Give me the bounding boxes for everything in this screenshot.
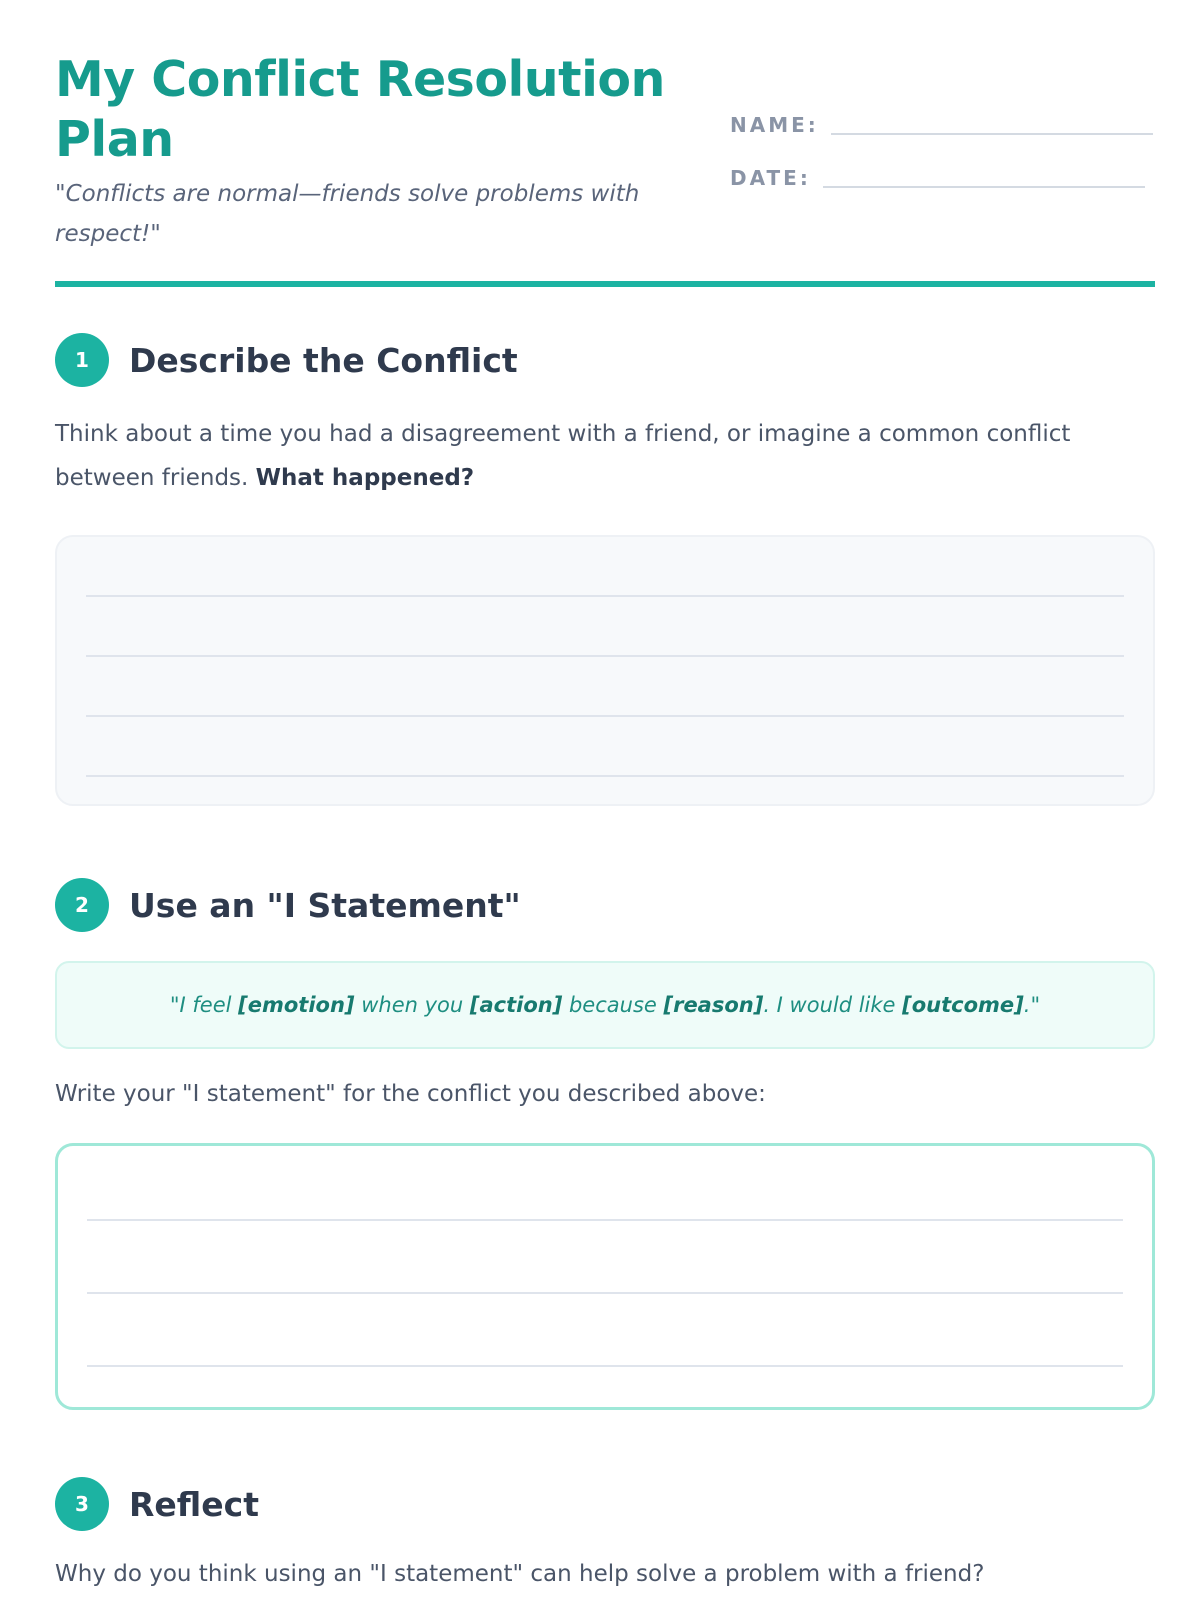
conflict-answer-box[interactable] [55, 535, 1155, 806]
formula-blank-emotion: [emotion] [238, 993, 355, 1017]
date-label: DATE: [730, 166, 811, 190]
worksheet-page [55, 0, 1155, 1587]
page-subtitle: "Conflicts are normal—friends solve problems with respect!" [55, 181, 640, 247]
writing-line [87, 1219, 1123, 1221]
formula-blank-reason: [reason] [663, 993, 764, 1017]
section-2-heading [55, 878, 521, 932]
header-divider [55, 281, 1155, 287]
writing-line [86, 775, 1124, 777]
section-title: Reflect [129, 1484, 259, 1524]
section-title: Use an "I Statement" [129, 885, 521, 925]
section-1-prompt [55, 412, 1155, 500]
writing-line [86, 715, 1124, 717]
formula-part: because [562, 993, 664, 1017]
prompt-question: What happened? [255, 465, 475, 491]
writing-line [87, 1292, 1123, 1294]
step-number-badge: 1 [55, 333, 109, 387]
section-2-prompt: Write your "I statement" for the conflict you described above: [55, 1081, 766, 1107]
formula-text [170, 993, 1040, 1017]
i-statement-answer-box[interactable] [55, 1143, 1155, 1410]
formula-part: ." [1023, 993, 1041, 1017]
worksheet-header [55, 0, 1155, 290]
section-1-heading [55, 333, 518, 387]
formula-blank-outcome: [outcome] [902, 993, 1024, 1017]
formula-part: "I feel [169, 993, 239, 1017]
step-number-badge: 2 [55, 878, 109, 932]
writing-line [86, 595, 1124, 597]
section-3-prompt: Why do you think using an "I statement" can help solve a problem with a friend? [55, 1561, 985, 1587]
step-number-badge: 3 [55, 1477, 109, 1531]
page-title: My Conflict Resolution Plan [55, 51, 665, 168]
formula-part: when you [354, 993, 470, 1017]
date-line[interactable] [823, 186, 1145, 188]
prompt-text: Think about a time you had a disagreement with a friend, or imagine a common conflict between friends. [55, 421, 1071, 491]
section-title: Describe the Conflict [129, 340, 518, 380]
name-field [730, 113, 1153, 137]
writing-line [86, 655, 1124, 657]
name-label: NAME: [730, 113, 819, 137]
writing-line [87, 1365, 1123, 1367]
name-line[interactable] [831, 133, 1153, 135]
date-field [730, 166, 1145, 190]
section-3-heading [55, 1477, 259, 1531]
formula-blank-action: [action] [469, 993, 563, 1017]
i-statement-formula [55, 961, 1155, 1049]
formula-part: . I would like [763, 993, 903, 1017]
